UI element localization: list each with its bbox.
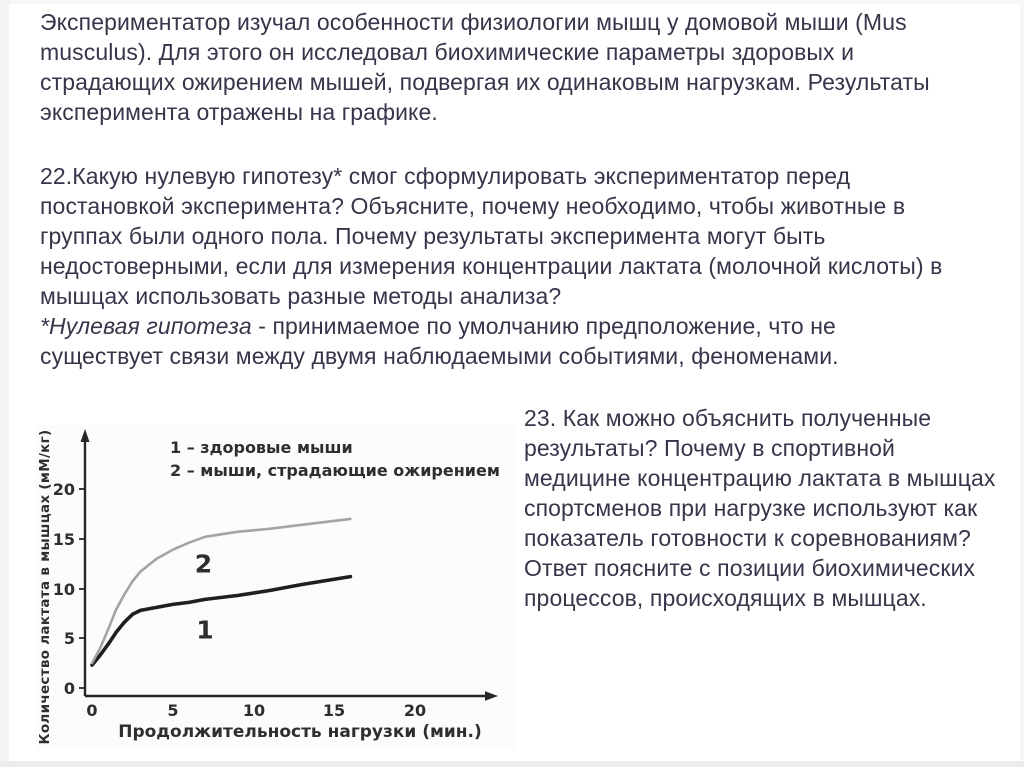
question-22-footnote — [40, 311, 958, 371]
slide-edge-left — [0, 0, 9, 767]
x-tick-label-15: 15 — [322, 701, 346, 720]
series-line-healthy — [92, 577, 350, 666]
series-line-obese — [92, 519, 350, 663]
x-axis-arrow-icon — [485, 691, 498, 700]
y-tick-label-5: 5 — [63, 629, 75, 648]
x-tick-label-20: 20 — [403, 701, 427, 720]
slide-edge-top — [0, 0, 1024, 4]
legend-line-obese: 2 – мыши, страдающие ожирением — [170, 461, 500, 480]
x-tick-label-0: 0 — [86, 701, 98, 720]
question-22-text: 22.Какую нулевую гипотезу* смог сформулировать экспериментатор перед постановкой эксперимента? Объясните, почему необходимо, чтобы животные в группах были одного пола. Почему результаты эксперимента могут быть недостоверными, если для измерения концентрации лактата (молочной кислоты) в мышцах использовать разные методы анализа? — [40, 163, 943, 309]
lactate-chart-svg — [35, 425, 515, 750]
slide-edge-right — [1020, 0, 1024, 767]
x-axis-label: Продолжительность нагрузки (мин.) — [118, 722, 482, 742]
footnote-definition: - принимаемое по умолчанию предположение, что не существует связи между двумя наблюдаемыми событиями, феноменами. — [40, 313, 839, 369]
legend-line-healthy: 1 – здоровые мыши — [170, 438, 353, 457]
series-number-label-1: 1 — [196, 615, 214, 645]
x-tick-label-10: 10 — [242, 701, 266, 720]
question-22 — [40, 161, 958, 371]
question-23: 23. Как можно объяснить полученные результаты? Почему в спортивной медицине концентрацию лактата в мышцах спортсменов при нагрузке используют как показатель готовности к соревнованиям? Ответ поясните с позиции биохимических процессов, происходящих в мышцах. — [524, 405, 996, 611]
y-tick-label-10: 10 — [52, 580, 75, 599]
y-tick-label-15: 15 — [52, 530, 75, 549]
series-number-label-2: 2 — [194, 549, 213, 579]
y-axis-label: Количество лактата в мышцах (мМ/кг) — [37, 429, 53, 745]
intro-paragraph: Экспериментатор изучал особенности физиологии мышц у домовой мыши (Mus musculus). Для этого он исследовал биохимические параметры здоровых и страдающих ожирением мышей, подвергая их одинаковым нагрузкам. Результаты эксперимента отражены на графике. — [40, 9, 930, 125]
y-axis-arrow-icon — [81, 429, 90, 442]
lactate-chart — [35, 425, 515, 750]
y-tick-label-0: 0 — [63, 679, 75, 698]
slide-edge-bottom — [0, 761, 1024, 767]
x-tick-label-5: 5 — [167, 701, 179, 720]
footnote-term: *Нулевая гипотеза — [40, 313, 252, 339]
y-tick-label-20: 20 — [52, 480, 75, 499]
